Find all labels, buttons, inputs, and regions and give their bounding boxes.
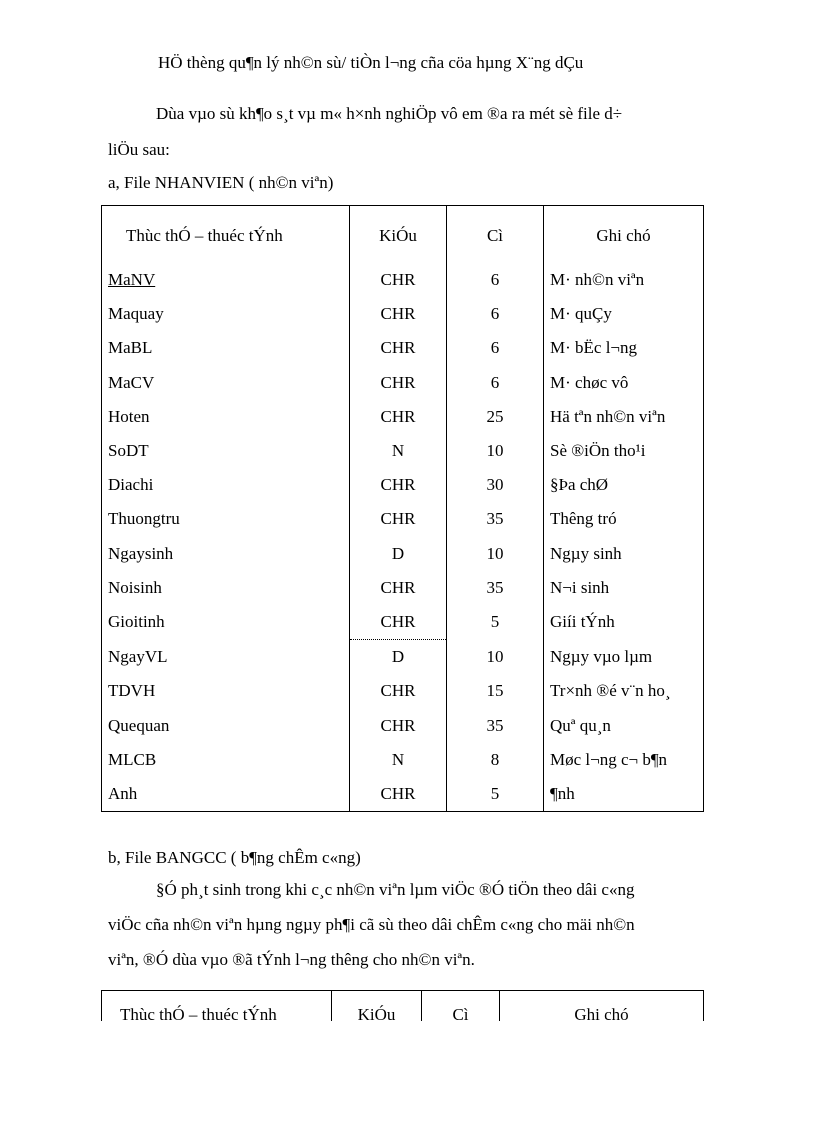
cell-note: Ngµy vµo lµm xyxy=(550,646,653,666)
table-row xyxy=(102,468,704,502)
cell-field: Thuongtru xyxy=(102,502,350,536)
header-entity: Thùc thÓ – thuéc tÝnh xyxy=(102,206,350,264)
cell-type: CHR xyxy=(350,331,447,365)
section-a-title: a, File NHANVIEN ( nh©n viªn) xyxy=(108,173,334,192)
cell-size: 15 xyxy=(447,674,544,708)
cell-type: D xyxy=(350,640,447,675)
cell-size: 10 xyxy=(447,434,544,468)
cell-size: 35 xyxy=(447,708,544,742)
table-row xyxy=(102,605,704,640)
cell-note: M· quÇy xyxy=(550,304,612,324)
header-type: KiÓu xyxy=(332,991,422,1022)
table-header-row xyxy=(102,991,704,1022)
cell-type: CHR xyxy=(350,674,447,708)
cell-field: Quequan xyxy=(102,708,350,742)
cell-size: 6 xyxy=(447,263,544,297)
header-note: Ghi chó xyxy=(574,1005,629,1021)
cell-note: Tr×nh ®é v¨n ho¸ xyxy=(550,681,671,701)
cell-note: §Þa chØ xyxy=(550,475,609,495)
table-row xyxy=(102,743,704,777)
section-b-title: b, File BANGCC ( b¶ng chÊm c«ng) xyxy=(108,848,361,867)
cell-note: Ngµy sinh xyxy=(550,543,622,563)
cell-type: D xyxy=(350,537,447,571)
cell-size: 10 xyxy=(447,640,544,675)
cell-field: Diachi xyxy=(102,468,350,502)
table-row xyxy=(102,297,704,331)
document-heading: HÖ thèng qu¶n lý nh©n sù/ tiÒn l¬ng cña cöa hµng X¨ng dÇu xyxy=(158,53,584,72)
cell-size: 6 xyxy=(447,297,544,331)
cell-type: CHR xyxy=(350,263,447,297)
cell-field: TDVH xyxy=(102,674,350,708)
intro-paragraph-line-1: Dùa vµo sù kh¶o s¸t vµ m« h×nh nghiÖp vô em ®a ra mét sè file d÷ xyxy=(156,104,623,123)
table-row xyxy=(102,537,704,571)
cell-field: SoDT xyxy=(102,434,350,468)
cell-field: Anh xyxy=(102,777,350,812)
table-row xyxy=(102,331,704,365)
cell-type: N xyxy=(350,434,447,468)
cell-size: 30 xyxy=(447,468,544,502)
cell-size: 6 xyxy=(447,366,544,400)
header-note: Ghi chó xyxy=(596,225,651,245)
header-type: KiÓu xyxy=(350,206,447,264)
cell-field: Maquay xyxy=(102,297,350,331)
header-size: Cì xyxy=(447,206,544,264)
cell-field: MLCB xyxy=(102,743,350,777)
table-row xyxy=(102,502,704,536)
cell-note: Giíi tÝnh xyxy=(550,612,615,632)
cell-size: 35 xyxy=(447,571,544,605)
cell-size: 10 xyxy=(447,537,544,571)
cell-size: 25 xyxy=(447,400,544,434)
cell-field: NgayVL xyxy=(102,640,350,675)
section-b-paragraph-line-3: viªn, ®Ó dùa vµo ®ã tÝnh l¬ng thêng cho nh©n viªn. xyxy=(108,950,475,969)
cell-type: CHR xyxy=(350,502,447,536)
cell-note: M· bËc l¬ng xyxy=(550,338,638,358)
table-row xyxy=(102,674,704,708)
cell-size: 6 xyxy=(447,331,544,365)
cell-type: CHR xyxy=(350,468,447,502)
intro-paragraph-line-2: liÖu sau: xyxy=(108,140,170,159)
table-row xyxy=(102,571,704,605)
cell-size: 5 xyxy=(447,605,544,640)
primary-key-field: MaNV xyxy=(108,270,156,290)
table-row xyxy=(102,434,704,468)
cell-type: CHR xyxy=(350,605,447,640)
cell-size: 5 xyxy=(447,777,544,812)
cell-field: MaBL xyxy=(102,331,350,365)
cell-size: 8 xyxy=(447,743,544,777)
cell-note: N¬i sinh xyxy=(550,577,610,597)
cell-field: MaCV xyxy=(102,366,350,400)
bangcc-table xyxy=(101,990,704,1021)
cell-field: Gioitinh xyxy=(102,605,350,640)
header-size: Cì xyxy=(422,991,500,1022)
cell-type: N xyxy=(350,743,447,777)
table-header-row xyxy=(102,206,704,264)
bangcc-table-clip xyxy=(101,990,704,1021)
table-row xyxy=(102,640,704,675)
cell-type: CHR xyxy=(350,297,447,331)
cell-note: Thêng tró xyxy=(550,509,617,529)
section-b-paragraph-line-1: §Ó ph¸t sinh trong khi c¸c nh©n viªn lµm viÖc ®Ó tiÖn theo dâi c«ng xyxy=(156,880,635,899)
cell-type: CHR xyxy=(350,366,447,400)
table-row xyxy=(102,777,704,812)
table-row xyxy=(102,708,704,742)
cell-type: CHR xyxy=(350,777,447,812)
cell-note: Hä tªn nh©n viªn xyxy=(550,406,666,426)
cell-type: CHR xyxy=(350,708,447,742)
cell-note: M· nh©n viªn xyxy=(550,270,645,290)
nhanvien-table xyxy=(101,205,704,812)
table-row xyxy=(102,263,704,297)
table-row xyxy=(102,366,704,400)
cell-note: Møc l¬ng c¬ b¶n xyxy=(550,749,668,769)
table-row xyxy=(102,400,704,434)
cell-type: CHR xyxy=(350,571,447,605)
header-entity: Thùc thÓ – thuéc tÝnh xyxy=(102,991,332,1022)
cell-note: ¶nh xyxy=(550,783,575,803)
cell-size: 35 xyxy=(447,502,544,536)
section-b-paragraph-line-2: viÖc cña nh©n viªn hµng ngµy ph¶i cã sù theo dâi chÊm c«ng cho mäi nh©n xyxy=(108,915,635,934)
cell-field: Noisinh xyxy=(102,571,350,605)
cell-note: Sè ®iÖn tho¹i xyxy=(550,441,646,461)
cell-type: CHR xyxy=(350,400,447,434)
cell-note: Quª qu¸n xyxy=(550,715,611,735)
cell-field: Ngaysinh xyxy=(102,537,350,571)
cell-field: Hoten xyxy=(102,400,350,434)
cell-note: M· chøc vô xyxy=(550,372,629,392)
